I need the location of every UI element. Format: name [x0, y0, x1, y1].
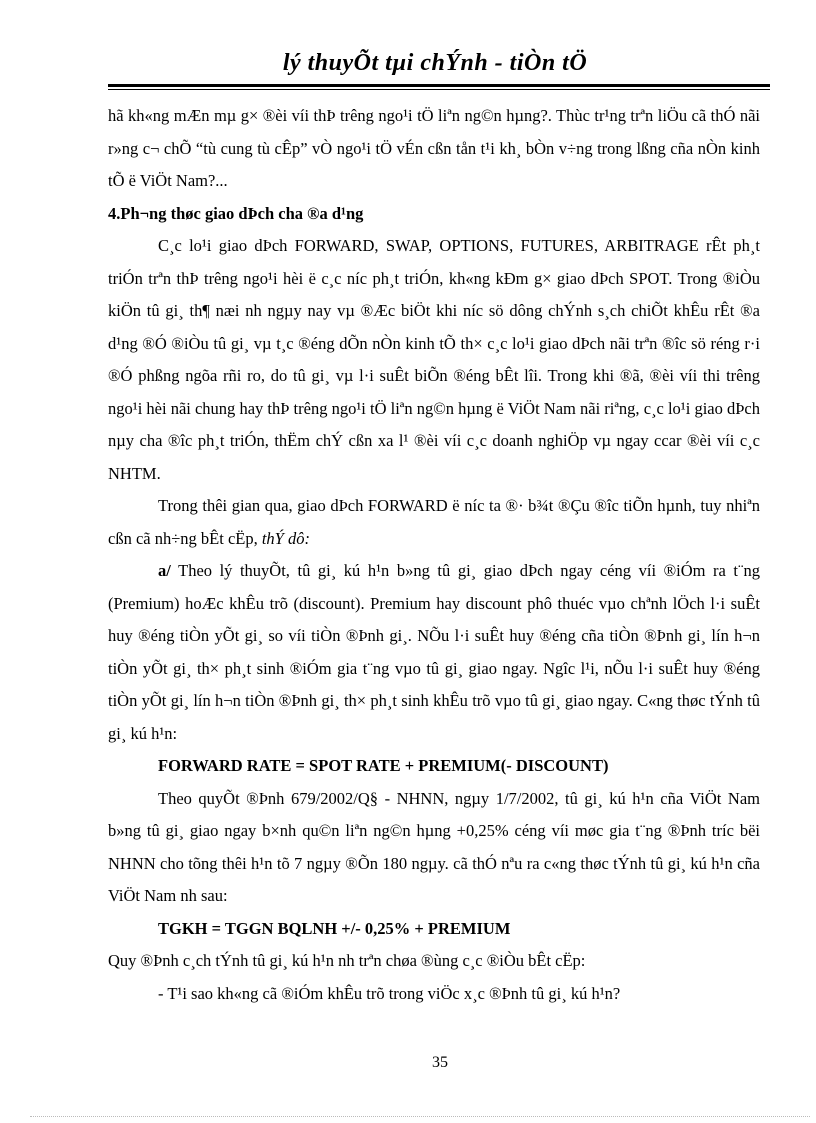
list-marker-a: a/: [158, 561, 171, 580]
paragraph-forward-intro-text: Trong thêi gian qua, giao dÞch FORWARD ë níc ta ®· b¾t ®Çu ®îc tiÕn hµnh, tuy nhiªn cßn cã nh÷ng bÊt cËp,: [108, 496, 760, 548]
paragraph-question: - T¹i sao kh«ng cã ®iÓm khÊu trõ trong viÖc x¸c ®Þnh tû gi¸ kú h¹n?: [158, 983, 621, 1003]
formula-tgkh: TGKH = TGGN BQLNH +/- 0,25% + PREMIUM: [158, 918, 511, 938]
page-bottom-border: [30, 1116, 810, 1117]
paragraph-transaction-types: C¸c lo¹i giao dÞch FORWARD, SWAP, OPTIONS, FUTURES, ARBITRAGE rÊt ph¸t triÓn trªn thÞ trêng ngo¹i hèi ë c¸c níc ph¸t triÓn, kh«ng kÐm g× giao dÞch SPOT. Trong ®iÒu kiÖn tû gi¸ th¶ næi nh ngµy nay vµ ®Æc biÖt khi níc sö dông chÝnh s¸ch chiÕt khÊu rÊt ®a d¹ng ®Ó ®iÒu tû gi¸ vµ t¸c ®éng dÕn nÒn kinh tÕ th× c¸c lo¹i giao dÞch nãi trªn ®îc sö réng r·i ®Ó phßng ngõa rñi ro, do tû gi¸ vµ l·i suÊt biÕn ®éng bÊt lîi. Trong khi ®ã, ®èi víi thi trêng ngo¹i hèi nãi chung hay thÞ trêng ngo¹i tÖ liªn ng©n hµng ë ViÖt Nam nãi riªng, c¸c lo¹i giao dÞch nµy cha ®îc ph¸t triÓn, thËm chÝ cßn xa l¹ ®èi víi c¸c doanh nghiÖp vµ ngay ccar ®èi víi c¸c NHTM.: [108, 236, 760, 483]
paragraph-theory-a: [108, 555, 760, 750]
paragraph-continuation: hã kh«ng mÆn mµ g× ®èi víi thÞ trêng ngo¹i tÖ liªn ng©n hµng?. Thùc tr¹ng trªn liÖu cã thÓ nãi r»ng c¬ chÕ “tù cung tù cÊp” vÒ ngo¹i tÖ vÉn cßn tån t¹i kh¸ bÒn v÷ng trong lßng cña nÒn kinh tÕ ë ViÖt Nam?...: [108, 106, 760, 190]
paragraph-theory-a-text: Theo lý thuyÕt, tû gi¸ kú h¹n b»ng tû gi¸ giao dÞch ngay céng víi ®iÓm ra t¨ng (Premium) hoÆc khÊu trõ (discount). Premium hay discount phô thuéc vµo chªnh lÖch l·i suÊt huy ®éng tiÒn yÕt gi¸ so víi tiÒn ®Þnh gi¸. NÕu l·i suÊt huy ®éng cña tiÒn ®Þnh gi¸ lín h¬n tiÒn yÕt gi¸ th× ph¸t sinh ®iÓm gia t¨ng vµo tû gi¸ giao ngay. Ngîc l¹i, nÕu l·i suÊt huy ®éng tiÒn yÕt gi¸ lín h¬n tiÒn ®Þnh gi¸ th× ph¸t sinh khÊu trõ vµo tû gi¸ giao ngay. C«ng thøc tÝnh tû gi¸ kú h¹n:: [108, 561, 760, 743]
page-body: [108, 100, 760, 1010]
page-number: 35: [432, 1054, 448, 1071]
paragraph-decision-679: Theo quyÕt ®Þnh 679/2002/Q§ - NHNN, ngµy 1/7/2002, tû gi¸ kú h¹n cña ViÖt Nam b»ng tû gi¸ giao ngay b×nh qu©n liªn ng©n hµng +0,25% céng víi møc gia t¨ng ®Þnh tríc bëi NHNN cho tõng thêi h¹n tõ 7 ngµy ®Õn 180 ngµy. cã thÓ nªu ra c«ng thøc tÝnh tû gi¸ kú h¹n cña ViÖt Nam nh sau:: [108, 788, 760, 905]
paragraph-forward-intro-example: thÝ dô:: [261, 528, 310, 548]
header-rule-thin: [108, 89, 770, 90]
section-heading-4: 4.Ph¬ng thøc giao dÞch cha ®a d¹ng: [108, 203, 364, 223]
page-header-title: lý thuyÕt tµi chÝnh - tiÒn tÖ: [282, 50, 588, 76]
paragraph-shortcomings: Quy ®Þnh c¸ch tÝnh tû gi¸ kú h¹n nh trªn chøa ®ùng c¸c ®iÒu bÊt cËp:: [108, 951, 586, 970]
formula-forward-rate: FORWARD RATE = SPOT RATE + PREMIUM(- DISCOUNT): [158, 756, 609, 775]
header-rule-thick: [108, 84, 770, 87]
paragraph-forward-intro: [108, 490, 760, 555]
